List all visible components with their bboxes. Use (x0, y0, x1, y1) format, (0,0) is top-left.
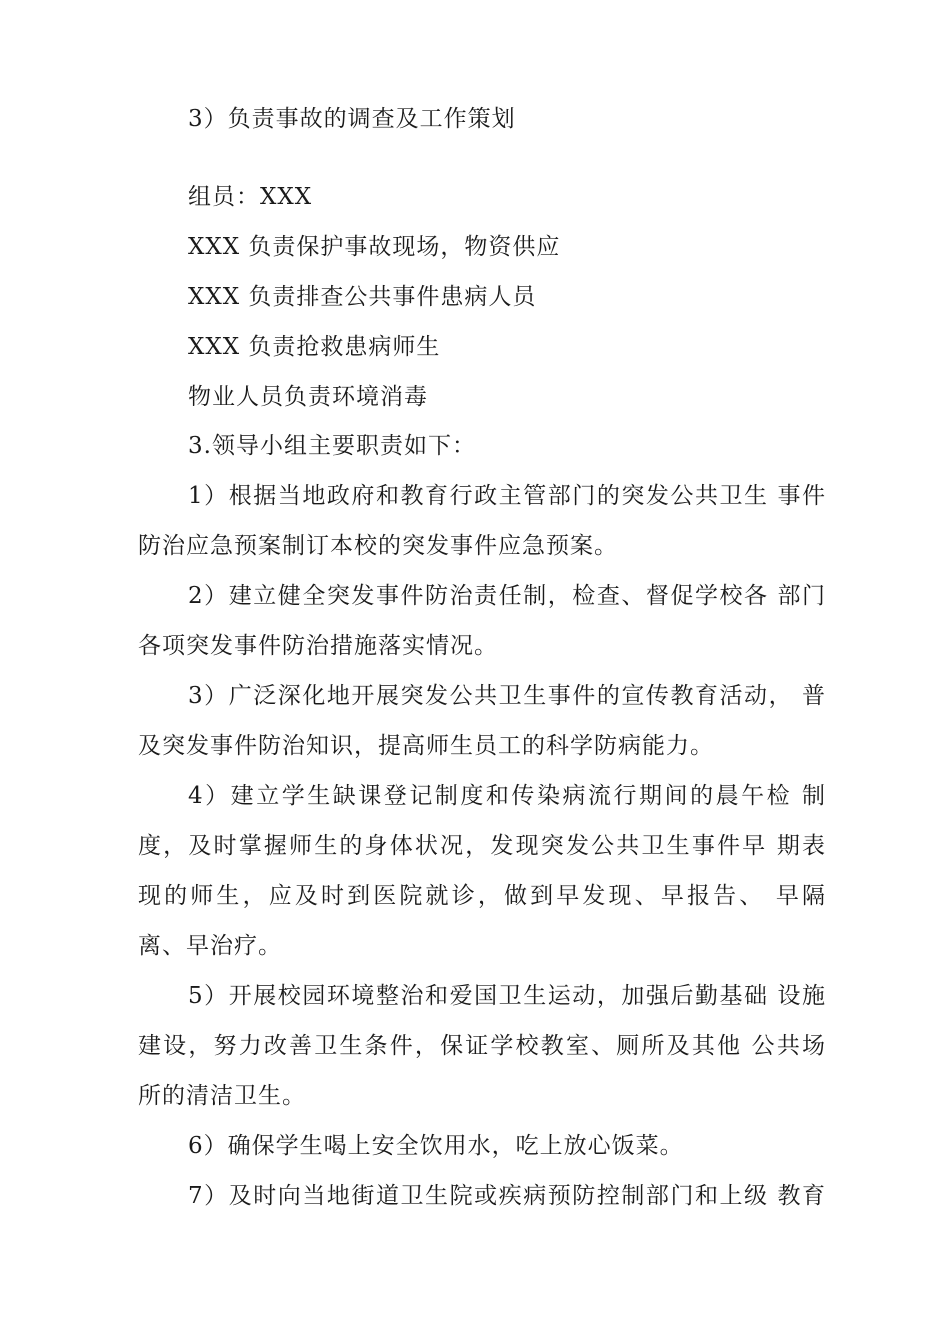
paragraph-2-line-1: 2）建立健全突发事件防治责任制，检查、督促学校各 部门 (188, 583, 826, 609)
member-line-3: XXX 负责抢救患病师生 (188, 334, 441, 360)
paragraph-4-line-2: 度，及时掌握师生的身体状况，发现突发公共卫生事件早 期表 (138, 833, 826, 859)
paragraph-4-line-3: 现的师生，应及时到医院就诊，做到早发现、早报告、 早隔 (138, 883, 826, 909)
paragraph-6-line-1: 6）确保学生喝上安全饮用水，吃上放心饭菜。 (188, 1133, 684, 1159)
paragraph-1-line-2: 防治应急预案制订本校的突发事件应急预案。 (138, 533, 618, 559)
paragraph-5-line-1: 5）开展校园环境整治和爱国卫生运动，加强后勤基础 设施 (188, 983, 826, 1009)
paragraph-4-line-1: 4）建立学生缺课登记制度和传染病流行期间的晨午检 制 (188, 783, 826, 809)
property-staff-line: 物业人员负责环境消毒 (188, 384, 428, 410)
paragraph-7-line-1: 7）及时向当地街道卫生院或疾病预防控制部门和上级 教育 (188, 1183, 826, 1209)
section-heading: 3.领导小组主要职责如下： (188, 433, 476, 459)
item3-duty: 3）负责事故的调查及工作策划 (188, 106, 516, 132)
member-line-2: XXX 负责排查公共事件患病人员 (188, 284, 537, 310)
paragraph-1-line-1: 1）根据当地政府和教育行政主管部门的突发公共卫生 事件 (188, 483, 826, 509)
paragraph-3-line-1: 3）广泛深化地开展突发公共卫生事件的宣传教育活动， 普 (188, 683, 826, 709)
paragraph-5-line-3: 所的清洁卫生。 (138, 1083, 306, 1109)
member-line-1: XXX 负责保护事故现场，物资供应 (188, 234, 561, 260)
members-label: 组员：XXX (188, 184, 313, 210)
paragraph-3-line-2: 及突发事件防治知识，提高师生员工的科学防病能力。 (138, 733, 714, 759)
paragraph-2-line-2: 各项突发事件防治措施落实情况。 (138, 633, 498, 659)
paragraph-4-line-4: 离、早治疗。 (138, 933, 282, 959)
paragraph-5-line-2: 建设，努力改善卫生条件，保证学校教室、厕所及其他 公共场 (138, 1033, 826, 1059)
